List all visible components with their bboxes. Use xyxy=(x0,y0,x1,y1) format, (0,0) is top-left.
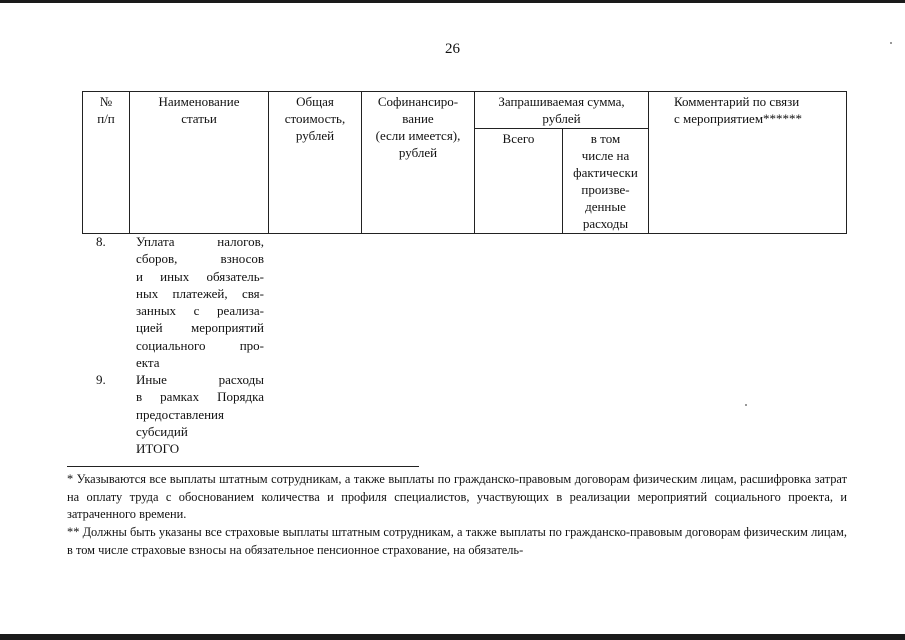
page-number: 26 xyxy=(445,41,460,57)
total-label: ИТОГО xyxy=(136,441,180,456)
col-header-requested-sum: Запрашиваемая сумма, рублей xyxy=(475,92,649,129)
scan-top-edge xyxy=(0,0,905,3)
row-8-name: Уплата налогов, сборов, взносов и иных обязатель- ных платежей, свя- занных с реализа- цией мероприятий социального про- екта xyxy=(136,234,264,371)
col-header-cofinancing: Софинансиро- вание (если имеется), рублей xyxy=(362,92,475,234)
row-9-number: 9. xyxy=(96,372,106,387)
footnote-separator xyxy=(67,466,419,467)
footnote-2: ** Должны быть указаны все страховые выплаты штатным сотрудникам, а также выплаты по гражданско-правовым договорам физическим лицам, в том числе страховые взносы на обязательное пенсионное страхование, на обязатель- xyxy=(67,525,847,557)
row-9-name: Иные расходы в рамках Порядка предоставления субсидий xyxy=(136,372,264,439)
col-header-total-cost: Общая стоимость, рублей xyxy=(269,92,362,234)
row-8-number: 8. xyxy=(96,234,106,249)
footnote-1: * Указываются все выплаты штатным сотрудникам, а также выплаты по гражданско-правовым договорам физическим лицам, расшифровка затрат на оплату труда с обоснованием количества и профиля специалистов, участвующих в реализации мероприятий социального проекта, и затраченного времени. xyxy=(67,472,847,522)
col-header-requested-actual: в том числе на фактически произве- денные расходы xyxy=(563,129,649,234)
col-header-requested-total: Всего xyxy=(475,129,563,234)
col-header-name: Наименование статьи xyxy=(130,92,269,234)
col-header-number: № п/п xyxy=(83,92,130,234)
col-header-comment: Комментарий по связи с мероприятием****** xyxy=(649,92,847,234)
budget-table-header xyxy=(82,91,847,234)
scan-speck xyxy=(745,404,747,406)
scan-bottom-edge xyxy=(0,634,905,640)
